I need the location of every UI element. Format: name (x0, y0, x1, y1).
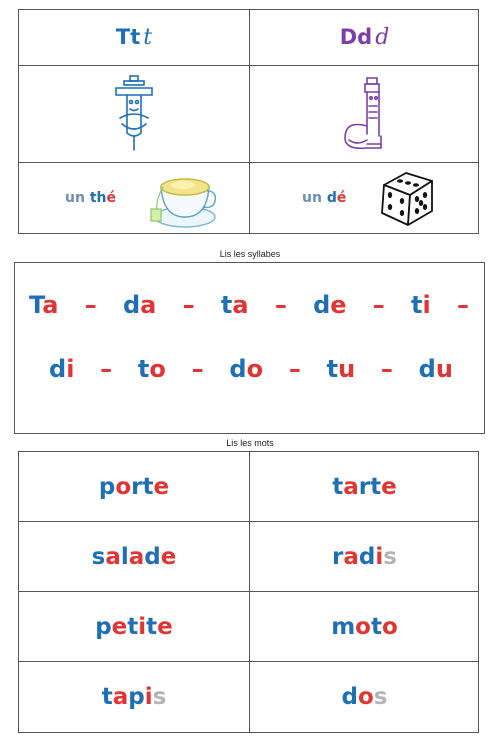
text-segment: e (157, 613, 173, 640)
text-segment: – (274, 291, 287, 319)
text-segment: d (313, 291, 331, 319)
text-segment: i (422, 291, 431, 319)
text-segment: a (128, 543, 145, 570)
letter-d-glyphs (340, 25, 390, 50)
word (102, 684, 167, 710)
syllable (289, 355, 301, 383)
text-segment: d (144, 543, 161, 570)
text-segment: t (370, 473, 382, 500)
text-segment: é (106, 190, 116, 206)
syllables-caption: Lis les syllabes (219, 249, 281, 259)
word (332, 544, 397, 570)
syllable (192, 355, 204, 383)
word-cell (250, 522, 479, 591)
text-segment: d (326, 190, 337, 206)
syllables-box (14, 262, 485, 434)
text-segment: p (128, 683, 145, 710)
syllable (100, 355, 112, 383)
text-segment: a (140, 291, 157, 319)
syllable (275, 291, 287, 319)
word (99, 474, 169, 500)
text-segment: t (142, 473, 154, 500)
text-segment: i (66, 355, 75, 383)
word (92, 544, 177, 570)
syllables-row-1 (29, 291, 469, 319)
text-segment: s (91, 543, 106, 570)
d-character-cell (250, 66, 479, 162)
text-segment: u (338, 355, 356, 383)
text-segment: t (146, 613, 158, 640)
text-segment: d (375, 25, 390, 50)
word-cell (19, 662, 249, 731)
word-cell (250, 662, 479, 731)
dice-icon (376, 167, 440, 229)
text-segment: – (372, 291, 385, 319)
text-segment: t (127, 613, 139, 640)
syllable (457, 291, 469, 319)
text-segment: T (29, 291, 43, 319)
text-segment: s (383, 543, 397, 570)
text-segment: a (232, 291, 249, 319)
text-segment: a (105, 543, 121, 570)
syllable (85, 291, 97, 319)
text-segment: – (191, 355, 204, 383)
text-segment: p (98, 473, 116, 500)
syringe-t-character-icon (110, 74, 158, 154)
text-segment: – (288, 355, 301, 383)
word (332, 474, 396, 500)
text-segment: r (131, 473, 143, 500)
word (331, 614, 398, 640)
text-segment: i (144, 683, 153, 710)
syllable (381, 355, 393, 383)
dice-cell (250, 163, 479, 233)
label-un-the (65, 190, 125, 206)
text-segment: un (65, 190, 90, 206)
text-segment: o (381, 613, 398, 640)
syllable (313, 291, 346, 319)
text-segment: s (152, 683, 167, 710)
text-segment: i (375, 543, 384, 570)
syllable (29, 291, 58, 319)
syllable (229, 355, 263, 383)
letters-table (18, 9, 479, 234)
text-segment: u (435, 355, 453, 383)
text-segment: e (381, 473, 397, 500)
text-segment: th (89, 190, 107, 206)
t-character-cell (19, 66, 249, 162)
text-segment: d (358, 543, 376, 570)
word-cell (19, 522, 249, 591)
text-segment: d (229, 355, 247, 383)
syllable (221, 291, 249, 319)
text-segment: s (373, 683, 388, 710)
syllable (123, 291, 156, 319)
word-cell (19, 452, 249, 521)
boot-d-character-icon (337, 74, 393, 154)
text-segment: o (149, 355, 166, 383)
text-segment: a (42, 291, 59, 319)
text-segment: m (331, 613, 356, 640)
text-segment: Tt (115, 25, 141, 49)
label-un-de (302, 190, 358, 206)
words-table (18, 451, 479, 733)
text-segment: t (137, 355, 150, 383)
tea-cell (19, 163, 249, 233)
text-segment: un (302, 190, 327, 206)
text-segment: – (84, 291, 97, 319)
teacup-icon (149, 165, 217, 231)
syllable (419, 355, 453, 383)
word-cell (250, 592, 479, 661)
text-segment: t (332, 473, 344, 500)
syllable (183, 291, 195, 319)
syllable (327, 355, 356, 383)
letter-t-glyphs (116, 25, 152, 50)
text-segment: o (115, 473, 132, 500)
syllable (49, 355, 74, 383)
text-segment: – (182, 291, 195, 319)
text-segment: l (120, 543, 129, 570)
words-caption: Lis les mots (226, 438, 274, 448)
syllable (411, 291, 431, 319)
text-segment: o (355, 613, 371, 640)
text-segment: – (380, 355, 393, 383)
word-cell (250, 452, 479, 521)
text-segment: e (330, 291, 347, 319)
word (342, 684, 388, 710)
syllable (373, 291, 385, 319)
text-segment: Dd (339, 25, 373, 49)
text-segment: – (457, 291, 469, 319)
text-segment: d (418, 355, 436, 383)
text-segment: i (138, 613, 147, 640)
text-segment: p (95, 613, 112, 640)
word (95, 614, 173, 640)
text-segment: a (112, 683, 129, 710)
text-segment: o (246, 355, 264, 383)
letter-d-cell (250, 10, 479, 65)
text-segment: é (336, 190, 347, 206)
word-cell (19, 592, 249, 661)
text-segment: – (100, 355, 113, 383)
syllables-row-2 (49, 355, 453, 383)
text-segment: a (343, 473, 359, 500)
text-segment: d (341, 683, 358, 710)
text-segment: t (101, 683, 113, 710)
text-segment: t (143, 25, 153, 50)
text-segment: d (49, 355, 67, 383)
letter-t-cell (19, 10, 249, 65)
text-segment: o (357, 683, 374, 710)
text-segment: t (370, 613, 382, 640)
text-segment: e (153, 473, 170, 500)
text-segment: a (343, 543, 359, 570)
text-segment: r (332, 543, 344, 570)
syllable (138, 355, 166, 383)
text-segment: r (358, 473, 371, 500)
text-segment: e (160, 543, 177, 570)
text-segment: t (326, 355, 339, 383)
text-segment: t (411, 291, 423, 319)
text-segment: d (122, 291, 141, 319)
text-segment: t (220, 291, 233, 319)
text-segment: e (111, 613, 128, 640)
